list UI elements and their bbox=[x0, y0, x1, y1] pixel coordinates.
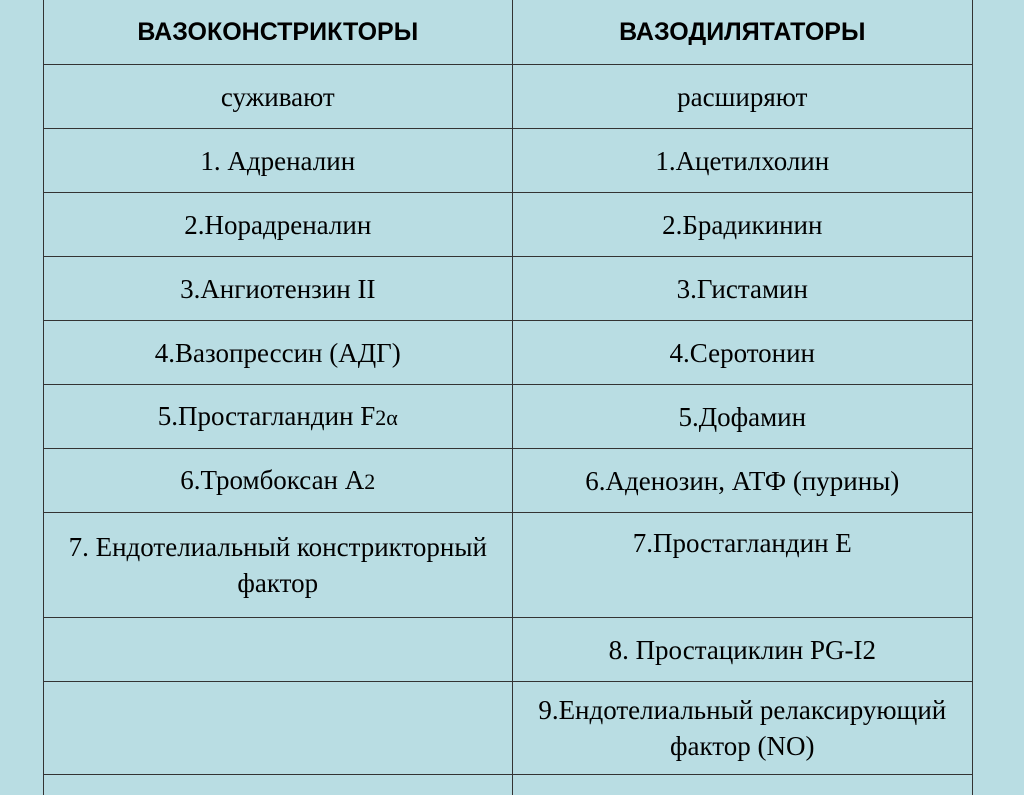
header-vasoconstrictors: ВАЗОКОНСТРИКТОРЫ bbox=[44, 0, 513, 65]
table-row bbox=[44, 385, 973, 449]
table-row bbox=[44, 449, 973, 513]
table-row bbox=[44, 193, 973, 257]
cell-dilator: 2.Брадикинин bbox=[512, 193, 972, 257]
cell-dilator: 9.Ендотелиальный релаксирующий фактор (NO) bbox=[512, 682, 972, 775]
cell-constrictor bbox=[44, 385, 513, 449]
cell-text: 6.Тромбоксан А bbox=[180, 465, 364, 495]
cell-dilator: расширяют bbox=[512, 65, 972, 129]
subscript: 2 bbox=[364, 469, 375, 494]
table-row bbox=[44, 513, 973, 618]
cell-constrictor: 4.Вазопрессин (АДГ) bbox=[44, 321, 513, 385]
cell-dilator: 6.Аденозин, АТФ (пурины) bbox=[512, 449, 972, 513]
table-row bbox=[44, 257, 973, 321]
table-header-row bbox=[44, 0, 973, 65]
table-row bbox=[44, 618, 973, 682]
cell-dilator-empty bbox=[512, 775, 972, 795]
cell-dilator: 7.Простагландин Е bbox=[512, 513, 972, 618]
cell-constrictor: 2.Норадреналин bbox=[44, 193, 513, 257]
cell-constrictor: 1. Адреналин bbox=[44, 129, 513, 193]
cell-dilator: 5.Дофамин bbox=[512, 385, 972, 449]
cell-constrictor: суживают bbox=[44, 65, 513, 129]
table-row bbox=[44, 129, 973, 193]
cell-constrictor bbox=[44, 449, 513, 513]
cell-dilator: 8. Простациклин PG-I2 bbox=[512, 618, 972, 682]
cell-constrictor-empty bbox=[44, 618, 513, 682]
header-vasodilators: ВАЗОДИЛЯТАТОРЫ bbox=[512, 0, 972, 65]
cell-constrictor-empty bbox=[44, 682, 513, 775]
cell-text: 5.Простагландин F bbox=[158, 401, 376, 431]
table-row bbox=[44, 65, 973, 129]
subscript: 2α bbox=[375, 405, 398, 430]
cell-dilator: 1.Ацетилхолин bbox=[512, 129, 972, 193]
table-row bbox=[44, 321, 973, 385]
cell-constrictor-empty bbox=[44, 775, 513, 795]
table-row bbox=[44, 682, 973, 775]
cell-dilator: 3.Гистамин bbox=[512, 257, 972, 321]
vasoactive-substances-table bbox=[43, 0, 973, 795]
cell-constrictor: 7. Ендотелиальный констрикторный фактор bbox=[44, 513, 513, 618]
cell-constrictor: 3.Ангиотензин II bbox=[44, 257, 513, 321]
cell-dilator: 4.Серотонин bbox=[512, 321, 972, 385]
table-row bbox=[44, 775, 973, 795]
